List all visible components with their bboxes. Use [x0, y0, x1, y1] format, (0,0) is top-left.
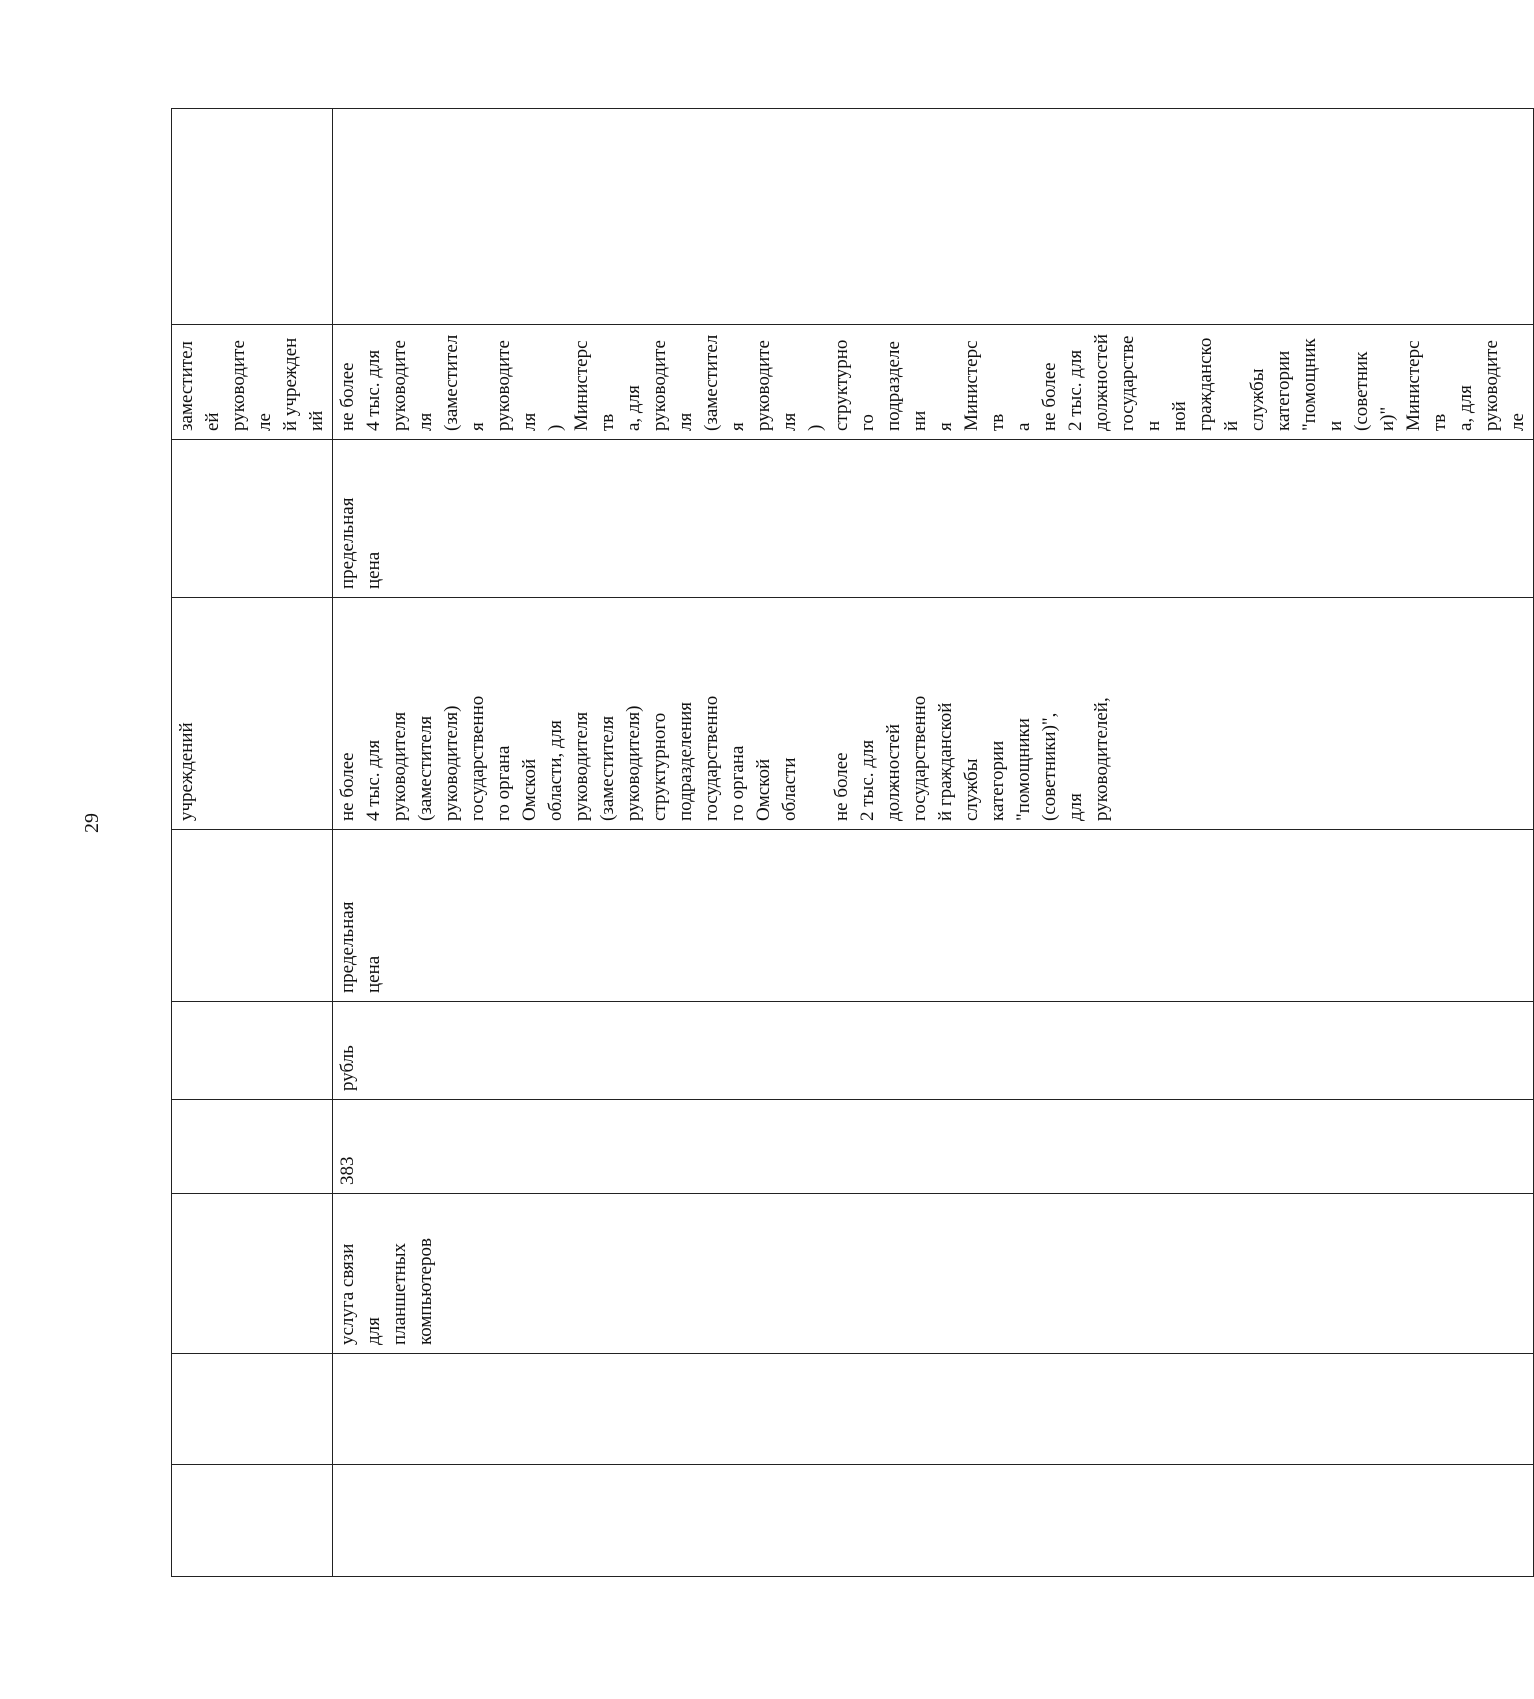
limit-value-1: не более 4 тыс. для руководителя (заместителя руководителя) государственно го органа Омской области, для руководителя (заместителя руководителя) структурного подразделения государственно го органа Омской области не более 2 тыс. для должностей государственно й гражданской службы категории "помощники (советники)", для руководителей, — [337, 695, 1112, 821]
table-cell — [172, 598, 333, 830]
table-cell — [172, 1194, 333, 1354]
table-cell — [172, 109, 333, 325]
table-cell — [333, 325, 1534, 440]
table-cell — [172, 440, 333, 598]
page-number: 29 — [81, 813, 103, 833]
table-cell — [172, 325, 333, 440]
header-institutions-text: учреждений — [176, 722, 197, 821]
table-cell — [172, 830, 333, 1002]
table-cell — [333, 109, 1534, 325]
unit-name: рубль — [337, 1045, 358, 1091]
table-cell — [172, 1465, 333, 1577]
table-cell — [172, 1002, 333, 1100]
table-cell — [172, 1100, 333, 1194]
table-row-service — [333, 109, 1534, 1577]
table-cell — [172, 1354, 333, 1465]
table-cell — [333, 1100, 1534, 1194]
limit-type-1: предельная цена — [337, 901, 384, 993]
header-deputy-heads-text: заместителей руководителе й учреждений — [176, 337, 327, 431]
table-row-top — [172, 109, 333, 1577]
service-name: услуга связи для планшетных компьютеров — [337, 1238, 436, 1345]
rotated-table-container — [171, 109, 1528, 1577]
limit-value-2: не более 4 тыс. для руководителя (заместителя руководителя ) Министерств а, для руководителя (заместителя руководителя ) структурного подразделени я Министерств а не более 2 тыс. для должностей государствен ной гражданской службы категории "помощники (советники)" Министерств а, для руководителе — [337, 333, 1528, 431]
table-cell — [333, 830, 1534, 1002]
okei-code: 383 — [337, 1156, 358, 1185]
table-cell — [333, 1002, 1534, 1100]
limit-type-2: предельная цена — [337, 497, 384, 589]
table-cell — [333, 1354, 1534, 1465]
table-cell — [333, 598, 1534, 830]
table-cell — [333, 1465, 1534, 1577]
table-cell — [333, 440, 1534, 598]
table-cell — [333, 1194, 1534, 1354]
procurement-norms-table — [171, 108, 1534, 1577]
